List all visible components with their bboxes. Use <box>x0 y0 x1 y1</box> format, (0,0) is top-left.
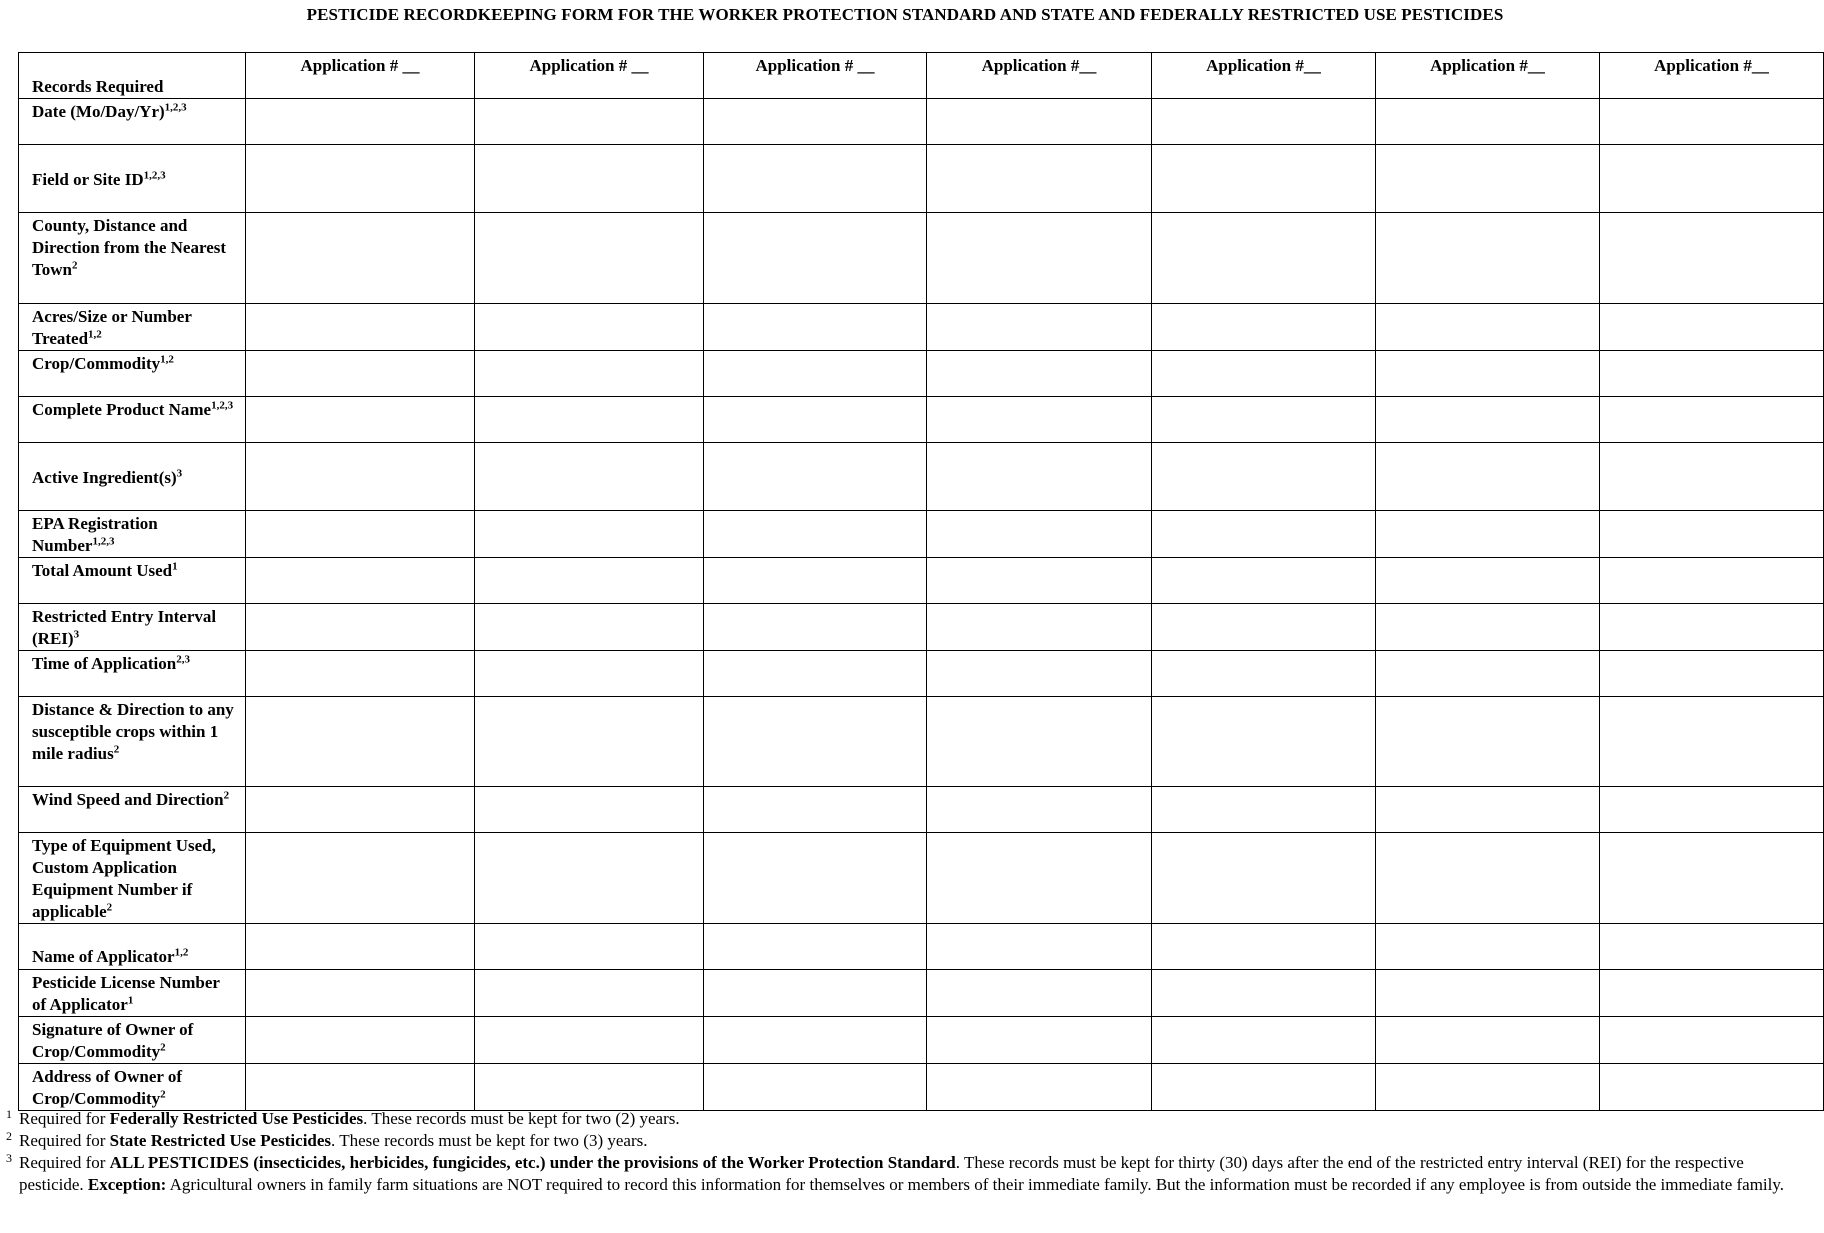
entry-cell[interactable] <box>475 213 704 304</box>
table-row <box>19 443 1824 511</box>
entry-cell[interactable] <box>475 99 704 145</box>
entry-cell[interactable] <box>475 558 704 604</box>
footnotes <box>4 1108 1804 1196</box>
footnote-3 <box>4 1152 1804 1196</box>
footnote-ref: 2 <box>160 1088 166 1101</box>
entry-cell[interactable] <box>704 833 927 924</box>
footnote-ref: 1 <box>127 994 134 1007</box>
entry-cell[interactable] <box>475 1064 704 1111</box>
entry-cell[interactable] <box>704 970 927 1017</box>
entry-cell[interactable] <box>927 145 1152 213</box>
entry-cell[interactable] <box>1600 304 1824 351</box>
entry-cell[interactable] <box>1376 1017 1600 1064</box>
footnote-ref: 3 <box>73 628 80 641</box>
entry-cell[interactable] <box>246 443 475 511</box>
entry-cell[interactable] <box>704 213 927 304</box>
entry-cell[interactable] <box>704 443 927 511</box>
entry-cell[interactable] <box>246 787 475 833</box>
entry-cell[interactable] <box>1600 99 1824 145</box>
row-label-text: Distance & Direction to any susceptible crops within 1 mile radius <box>32 700 234 763</box>
footnote-number: 1 <box>6 1107 12 1121</box>
entry-cell[interactable] <box>704 1064 927 1111</box>
application-header-6: Application #__ <box>1376 53 1600 99</box>
row-label-text: Wind Speed and Direction <box>32 790 224 809</box>
entry-cell[interactable] <box>1376 924 1600 970</box>
row-label <box>19 351 246 397</box>
row-label-text: Total Amount Used <box>32 561 173 580</box>
footnote-2 <box>4 1130 1804 1152</box>
entry-cell[interactable] <box>927 651 1152 697</box>
entry-cell[interactable] <box>1600 1017 1824 1064</box>
entry-cell[interactable] <box>246 833 475 924</box>
entry-cell[interactable] <box>1152 213 1376 304</box>
entry-cell[interactable] <box>704 787 927 833</box>
records-required-header: Records Required <box>19 53 246 99</box>
footnote-text: Required for <box>19 1131 110 1150</box>
application-header-4: Application #__ <box>927 53 1152 99</box>
table-row <box>19 351 1824 397</box>
row-label-text: Restricted Entry Interval (REI) <box>32 607 217 648</box>
table-row <box>19 213 1824 304</box>
row-label-text: Crop/Commodity <box>32 354 161 373</box>
row-label-text: Pesticide License Number of Applicator <box>32 973 220 1014</box>
footnote-ref: 3 <box>176 466 183 479</box>
footnote-bold: ALL PESTICIDES (insecticides, herbicides, fungicides, etc.) under the provisions of the Worker Protection Standard <box>109 1153 956 1172</box>
entry-cell[interactable] <box>1376 1064 1600 1111</box>
entry-cell[interactable] <box>1376 970 1600 1017</box>
entry-cell[interactable] <box>1600 924 1824 970</box>
table-row <box>19 304 1824 351</box>
entry-cell[interactable] <box>475 145 704 213</box>
entry-cell[interactable] <box>1600 970 1824 1017</box>
row-label <box>19 651 246 697</box>
entry-cell[interactable] <box>927 970 1152 1017</box>
entry-cell[interactable] <box>927 351 1152 397</box>
row-label-text: Complete Product Name <box>32 400 212 419</box>
entry-cell[interactable] <box>1152 833 1376 924</box>
entry-cell[interactable] <box>1600 651 1824 697</box>
row-label-text: Name of Applicator <box>32 947 175 966</box>
row-label-text: Type of Equipment Used, Custom Application Equipment Number if applicable <box>32 836 216 921</box>
entry-cell[interactable] <box>1600 1064 1824 1111</box>
entry-cell[interactable] <box>927 99 1152 145</box>
footnote-text: Required for <box>19 1153 110 1172</box>
entry-cell[interactable] <box>246 304 475 351</box>
row-label-text: Active Ingredient(s) <box>32 467 177 487</box>
entry-cell[interactable] <box>1152 99 1376 145</box>
entry-cell[interactable] <box>475 1017 704 1064</box>
entry-cell[interactable] <box>927 558 1152 604</box>
entry-cell[interactable] <box>1600 697 1824 787</box>
row-label <box>19 924 246 970</box>
row-label <box>19 697 246 787</box>
entry-cell[interactable] <box>927 511 1152 558</box>
row-label-text: Date (Mo/Day/Yr) <box>32 102 165 121</box>
entry-cell[interactable] <box>475 397 704 443</box>
entry-cell[interactable] <box>246 1064 475 1111</box>
row-label <box>19 145 246 213</box>
row-label <box>19 304 246 351</box>
entry-cell[interactable] <box>246 351 475 397</box>
entry-cell[interactable] <box>246 397 475 443</box>
entry-cell[interactable] <box>246 924 475 970</box>
application-header-1: Application # __ <box>246 53 475 99</box>
footnote-ref: 1,2,3 <box>164 101 187 114</box>
footnote-ref: 1 <box>172 560 178 573</box>
table-row <box>19 970 1824 1017</box>
entry-cell[interactable] <box>1376 351 1600 397</box>
entry-cell[interactable] <box>704 697 927 787</box>
entry-cell[interactable] <box>704 145 927 213</box>
application-header-7: Application #__ <box>1600 53 1824 99</box>
footnote-ref: 2 <box>160 1041 166 1054</box>
entry-cell[interactable] <box>1152 604 1376 651</box>
entry-cell[interactable] <box>704 351 927 397</box>
entry-cell[interactable] <box>704 651 927 697</box>
entry-cell[interactable] <box>1376 511 1600 558</box>
row-label <box>19 511 246 558</box>
footnote-1 <box>4 1108 1804 1130</box>
entry-cell[interactable] <box>1600 511 1824 558</box>
entry-cell[interactable] <box>246 145 475 213</box>
entry-cell[interactable] <box>927 213 1152 304</box>
footnote-text: . These records must be kept for two (2) years. <box>363 1109 680 1128</box>
row-label <box>19 443 246 511</box>
entry-cell[interactable] <box>1152 1064 1376 1111</box>
entry-cell[interactable] <box>704 924 927 970</box>
entry-cell[interactable] <box>246 99 475 145</box>
footnote-ref: 1,2 <box>160 353 174 366</box>
entry-cell[interactable] <box>246 558 475 604</box>
row-label <box>19 558 246 604</box>
entry-cell[interactable] <box>475 697 704 787</box>
row-label-text: County, Distance and Direction from the Nearest Town <box>32 216 227 279</box>
entry-cell[interactable] <box>1600 833 1824 924</box>
footnote-text: Required for <box>19 1109 110 1128</box>
entry-cell[interactable] <box>927 697 1152 787</box>
footnote-text: . These records must be kept for two (3) years. <box>331 1131 648 1150</box>
entry-cell[interactable] <box>246 213 475 304</box>
footnote-ref: 1,2,3 <box>211 399 234 412</box>
entry-cell[interactable] <box>927 1017 1152 1064</box>
footnote-ref: 2 <box>72 259 78 272</box>
entry-cell[interactable] <box>1376 397 1600 443</box>
records-table <box>18 52 1824 1111</box>
row-label <box>19 787 246 833</box>
entry-cell[interactable] <box>475 443 704 511</box>
entry-cell[interactable] <box>704 1017 927 1064</box>
entry-cell[interactable] <box>1376 787 1600 833</box>
table-row <box>19 924 1824 970</box>
row-label <box>19 970 246 1017</box>
entry-cell[interactable] <box>1152 1017 1376 1064</box>
entry-cell[interactable] <box>1600 397 1824 443</box>
entry-cell[interactable] <box>927 304 1152 351</box>
footnote-ref: 1,2,3 <box>92 535 115 548</box>
entry-cell[interactable] <box>475 511 704 558</box>
entry-cell[interactable] <box>927 397 1152 443</box>
table-row <box>19 511 1824 558</box>
entry-cell[interactable] <box>1376 697 1600 787</box>
entry-cell[interactable] <box>475 833 704 924</box>
table-row <box>19 604 1824 651</box>
entry-cell[interactable] <box>246 511 475 558</box>
table-row <box>19 558 1824 604</box>
entry-cell[interactable] <box>1152 970 1376 1017</box>
footnote-exception: Exception: <box>87 1175 167 1194</box>
entry-cell[interactable] <box>1600 351 1824 397</box>
entry-cell[interactable] <box>1376 443 1600 511</box>
entry-cell[interactable] <box>1376 833 1600 924</box>
entry-cell[interactable] <box>1376 604 1600 651</box>
row-label <box>19 833 246 924</box>
footnote-bold: State Restricted Use Pesticides <box>109 1131 332 1150</box>
row-label <box>19 1017 246 1064</box>
entry-cell[interactable] <box>927 833 1152 924</box>
table-row <box>19 1064 1824 1111</box>
row-label <box>19 99 246 145</box>
entry-cell[interactable] <box>704 604 927 651</box>
entry-cell[interactable] <box>1152 443 1376 511</box>
footnote-text: . These records must be kept for thirty (30) days after the end of the restricted entry interval (REI) for the respective pesticide. <box>19 1153 1744 1194</box>
footnote-ref: 2,3 <box>176 653 190 666</box>
entry-cell[interactable] <box>704 558 927 604</box>
application-header-5: Application #__ <box>1152 53 1376 99</box>
entry-cell[interactable] <box>1152 697 1376 787</box>
row-label-text: Field or Site ID <box>32 169 144 189</box>
entry-cell[interactable] <box>1600 213 1824 304</box>
entry-cell[interactable] <box>1152 787 1376 833</box>
table-row <box>19 697 1824 787</box>
entry-cell[interactable] <box>1152 651 1376 697</box>
entry-cell[interactable] <box>1600 604 1824 651</box>
entry-cell[interactable] <box>475 924 704 970</box>
entry-cell[interactable] <box>475 351 704 397</box>
row-label-text: EPA Registration Number <box>32 514 158 555</box>
row-label-text: Address of Owner of Crop/Commodity <box>32 1067 183 1108</box>
entry-cell[interactable] <box>1152 397 1376 443</box>
row-label <box>19 213 246 304</box>
entry-cell[interactable] <box>704 511 927 558</box>
entry-cell[interactable] <box>246 651 475 697</box>
footnote-ref: 2 <box>223 789 230 802</box>
entry-cell[interactable] <box>246 970 475 1017</box>
table-row <box>19 1017 1824 1064</box>
footnote-bold: Federally Restricted Use Pesticides <box>109 1109 364 1128</box>
table-row <box>19 145 1824 213</box>
entry-cell[interactable] <box>1152 351 1376 397</box>
entry-cell[interactable] <box>475 787 704 833</box>
entry-cell[interactable] <box>1600 443 1824 511</box>
entry-cell[interactable] <box>704 99 927 145</box>
entry-cell[interactable] <box>704 304 927 351</box>
entry-cell[interactable] <box>927 924 1152 970</box>
header-row <box>19 53 1824 99</box>
entry-cell[interactable] <box>246 1017 475 1064</box>
footnote-ref: 1,2 <box>174 946 189 959</box>
application-header-2: Application # __ <box>475 53 704 99</box>
footnote-ref: 2 <box>113 743 120 756</box>
entry-cell[interactable] <box>1600 145 1824 213</box>
entry-cell[interactable] <box>475 604 704 651</box>
row-label <box>19 397 246 443</box>
entry-cell[interactable] <box>1376 145 1600 213</box>
entry-cell[interactable] <box>1600 558 1824 604</box>
table-row <box>19 787 1824 833</box>
row-label-text: Time of Application <box>32 654 177 673</box>
entry-cell[interactable] <box>1152 511 1376 558</box>
entry-cell[interactable] <box>1600 787 1824 833</box>
entry-cell[interactable] <box>1152 145 1376 213</box>
footnote-ref: 2 <box>106 901 113 914</box>
entry-cell[interactable] <box>1376 651 1600 697</box>
footnote-ref: 1,2 <box>88 328 102 341</box>
application-header-3: Application # __ <box>704 53 927 99</box>
entry-cell[interactable] <box>1376 558 1600 604</box>
entry-cell[interactable] <box>475 651 704 697</box>
table-row <box>19 833 1824 924</box>
entry-cell[interactable] <box>1376 99 1600 145</box>
entry-cell[interactable] <box>704 397 927 443</box>
row-label <box>19 1064 246 1111</box>
footnote-ref: 1,2,3 <box>143 168 166 181</box>
entry-cell[interactable] <box>1152 558 1376 604</box>
row-label <box>19 604 246 651</box>
entry-cell[interactable] <box>1152 924 1376 970</box>
form-title: PESTICIDE RECORDKEEPING FORM FOR THE WORKER PROTECTION STANDARD AND STATE AND FEDERALLY RESTRICTED USE PESTICIDES <box>306 5 1504 24</box>
entry-cell[interactable] <box>475 304 704 351</box>
entry-cell[interactable] <box>927 787 1152 833</box>
entry-cell[interactable] <box>246 604 475 651</box>
entry-cell[interactable] <box>927 1064 1152 1111</box>
footnote-number: 2 <box>6 1129 12 1143</box>
table-row <box>19 397 1824 443</box>
table-row <box>19 651 1824 697</box>
entry-cell[interactable] <box>927 604 1152 651</box>
entry-cell[interactable] <box>246 697 475 787</box>
entry-cell[interactable] <box>927 443 1152 511</box>
row-label-text: Signature of Owner of Crop/Commodity <box>32 1020 194 1061</box>
footnote-number: 3 <box>6 1151 12 1165</box>
table-row <box>19 99 1824 145</box>
entry-cell[interactable] <box>1376 304 1600 351</box>
entry-cell[interactable] <box>475 970 704 1017</box>
entry-cell[interactable] <box>1152 304 1376 351</box>
entry-cell[interactable] <box>1376 213 1600 304</box>
row-label-text: Acres/Size or Number Treated <box>32 307 192 348</box>
footnote-text: Agricultural owners in family farm situations are NOT required to record this information for themselves or members of their immediate family. But the information must be recorded if any employee is from outside the immediate family. <box>166 1175 1785 1194</box>
